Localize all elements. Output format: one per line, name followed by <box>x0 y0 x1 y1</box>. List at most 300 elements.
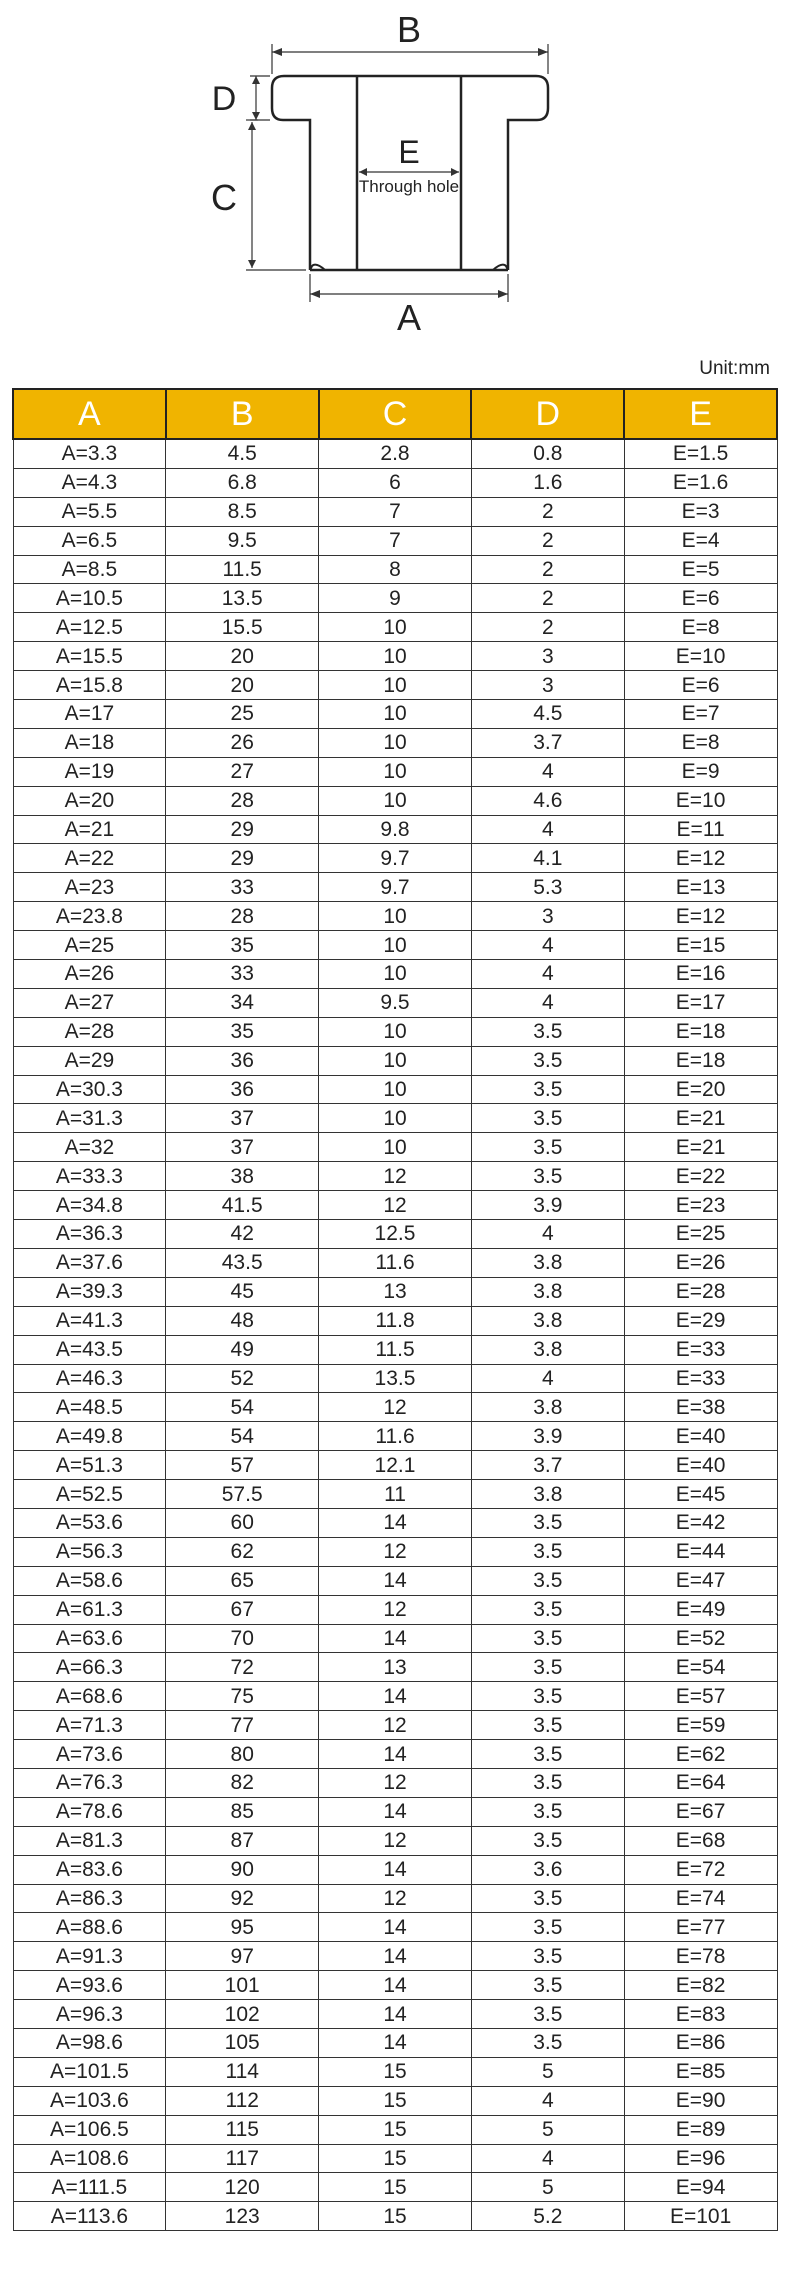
cell-b: 54 <box>166 1422 319 1451</box>
cell-d: 3 <box>471 642 624 671</box>
cell-c: 10 <box>319 613 472 642</box>
table-row <box>13 613 777 642</box>
bushing-outline <box>272 76 548 270</box>
table-row <box>13 497 777 526</box>
cell-b: 114 <box>166 2057 319 2086</box>
table-row <box>13 1508 777 1537</box>
cell-d: 5.3 <box>471 873 624 902</box>
cell-c: 10 <box>319 1133 472 1162</box>
table-row <box>13 1480 777 1509</box>
cell-d: 3.5 <box>471 1653 624 1682</box>
cell-a: A=103.6 <box>13 2086 166 2115</box>
cell-b: 4.5 <box>166 439 319 468</box>
table-row <box>13 1451 777 1480</box>
cell-a: A=15.5 <box>13 642 166 671</box>
cell-c: 15 <box>319 2086 472 2115</box>
cell-e: E=101 <box>624 2202 777 2231</box>
table-row <box>13 1942 777 1971</box>
cell-b: 13.5 <box>166 584 319 613</box>
cell-d: 4 <box>471 1364 624 1393</box>
cell-d: 4 <box>471 815 624 844</box>
cell-e: E=6 <box>624 671 777 700</box>
cell-e: E=40 <box>624 1422 777 1451</box>
cell-b: 27 <box>166 757 319 786</box>
cell-e: E=33 <box>624 1364 777 1393</box>
table-row <box>13 728 777 757</box>
cell-d: 5 <box>471 2115 624 2144</box>
table-row <box>13 1826 777 1855</box>
cell-d: 4 <box>471 2144 624 2173</box>
cell-b: 72 <box>166 1653 319 1682</box>
cell-d: 3.8 <box>471 1480 624 1509</box>
cell-a: A=6.5 <box>13 526 166 555</box>
cell-e: E=21 <box>624 1133 777 1162</box>
cell-b: 115 <box>166 2115 319 2144</box>
cell-c: 10 <box>319 1104 472 1133</box>
cell-b: 82 <box>166 1768 319 1797</box>
cell-b: 62 <box>166 1537 319 1566</box>
table-row <box>13 1595 777 1624</box>
unit-label: Unit:mm <box>699 358 770 379</box>
cell-e: E=6 <box>624 584 777 613</box>
cell-c: 10 <box>319 1046 472 1075</box>
table-row <box>13 815 777 844</box>
cell-b: 42 <box>166 1220 319 1249</box>
cell-d: 4 <box>471 2086 624 2115</box>
cell-a: A=91.3 <box>13 1942 166 1971</box>
cell-b: 11.5 <box>166 555 319 584</box>
cell-d: 0.8 <box>471 439 624 468</box>
cell-c: 13 <box>319 1653 472 1682</box>
cell-e: E=42 <box>624 1508 777 1537</box>
table-row <box>13 1133 777 1162</box>
cell-d: 3.9 <box>471 1422 624 1451</box>
cell-e: E=57 <box>624 1682 777 1711</box>
cell-b: 28 <box>166 902 319 931</box>
cell-d: 3.9 <box>471 1191 624 1220</box>
cell-c: 10 <box>319 902 472 931</box>
label-e: E <box>398 134 420 170</box>
cell-a: A=5.5 <box>13 497 166 526</box>
cell-e: E=68 <box>624 1826 777 1855</box>
cell-a: A=78.6 <box>13 1797 166 1826</box>
cell-b: 77 <box>166 1711 319 1740</box>
cell-d: 5.2 <box>471 2202 624 2231</box>
cell-c: 10 <box>319 931 472 960</box>
cell-c: 2.8 <box>319 439 472 468</box>
cell-e: E=85 <box>624 2057 777 2086</box>
cell-d: 3.5 <box>471 1017 624 1046</box>
cell-a: A=39.3 <box>13 1277 166 1306</box>
cell-b: 102 <box>166 2000 319 2029</box>
cell-b: 57.5 <box>166 1480 319 1509</box>
table-row <box>13 1913 777 1942</box>
cell-c: 14 <box>319 1508 472 1537</box>
cell-c: 7 <box>319 497 472 526</box>
cell-d: 3.5 <box>471 1797 624 1826</box>
table-row <box>13 584 777 613</box>
cell-d: 3.8 <box>471 1335 624 1364</box>
table-row <box>13 1046 777 1075</box>
cell-e: E=47 <box>624 1566 777 1595</box>
cell-b: 123 <box>166 2202 319 2231</box>
cell-a: A=28 <box>13 1017 166 1046</box>
cell-d: 3.5 <box>471 1740 624 1769</box>
table-row <box>13 642 777 671</box>
cell-a: A=52.5 <box>13 1480 166 1509</box>
cell-d: 3.5 <box>471 1971 624 2000</box>
cell-c: 11.6 <box>319 1422 472 1451</box>
cell-c: 14 <box>319 1566 472 1595</box>
cell-d: 2 <box>471 584 624 613</box>
table-row <box>13 1971 777 2000</box>
cell-b: 37 <box>166 1133 319 1162</box>
cell-a: A=29 <box>13 1046 166 1075</box>
cell-d: 3.6 <box>471 1855 624 1884</box>
cell-a: A=83.6 <box>13 1855 166 1884</box>
cell-a: A=31.3 <box>13 1104 166 1133</box>
cell-a: A=98.6 <box>13 2028 166 2057</box>
table-row <box>13 1335 777 1364</box>
cell-a: A=58.6 <box>13 1566 166 1595</box>
table-row <box>13 555 777 584</box>
cell-d: 4 <box>471 988 624 1017</box>
cell-e: E=94 <box>624 2173 777 2202</box>
cell-b: 8.5 <box>166 497 319 526</box>
cell-b: 85 <box>166 1797 319 1826</box>
cell-e: E=28 <box>624 1277 777 1306</box>
table-row <box>13 1017 777 1046</box>
cell-d: 3.5 <box>471 1537 624 1566</box>
cell-b: 57 <box>166 1451 319 1480</box>
cell-b: 45 <box>166 1277 319 1306</box>
cell-e: E=7 <box>624 700 777 729</box>
cell-d: 3.5 <box>471 1133 624 1162</box>
cell-d: 3.7 <box>471 1451 624 1480</box>
cell-d: 3.5 <box>471 1595 624 1624</box>
cell-d: 3.8 <box>471 1306 624 1335</box>
cell-b: 52 <box>166 1364 319 1393</box>
cell-b: 97 <box>166 1942 319 1971</box>
cell-d: 3.5 <box>471 1508 624 1537</box>
cell-b: 35 <box>166 931 319 960</box>
cell-a: A=10.5 <box>13 584 166 613</box>
cell-e: E=12 <box>624 902 777 931</box>
cell-b: 75 <box>166 1682 319 1711</box>
cell-e: E=20 <box>624 1075 777 1104</box>
cell-c: 14 <box>319 1942 472 1971</box>
cell-b: 37 <box>166 1104 319 1133</box>
cell-d: 3.8 <box>471 1248 624 1277</box>
cell-c: 9 <box>319 584 472 613</box>
cell-c: 15 <box>319 2173 472 2202</box>
cell-b: 35 <box>166 1017 319 1046</box>
cell-a: A=4.3 <box>13 468 166 497</box>
label-d: D <box>211 80 237 118</box>
cell-b: 34 <box>166 988 319 1017</box>
table-row <box>13 1884 777 1913</box>
label-c: C <box>211 177 237 218</box>
cell-d: 4 <box>471 931 624 960</box>
cell-a: A=56.3 <box>13 1537 166 1566</box>
cell-c: 11.5 <box>319 1335 472 1364</box>
cell-b: 6.8 <box>166 468 319 497</box>
cell-e: E=44 <box>624 1537 777 1566</box>
cell-c: 15 <box>319 2115 472 2144</box>
cell-b: 87 <box>166 1826 319 1855</box>
cell-e: E=5 <box>624 555 777 584</box>
cell-e: E=29 <box>624 1306 777 1335</box>
cell-d: 3.5 <box>471 2028 624 2057</box>
cell-e: E=4 <box>624 526 777 555</box>
table-row <box>13 671 777 700</box>
cell-c: 11.6 <box>319 1248 472 1277</box>
cell-d: 2 <box>471 555 624 584</box>
table-row <box>13 1855 777 1884</box>
cell-a: A=53.6 <box>13 1508 166 1537</box>
cell-d: 3.8 <box>471 1277 624 1306</box>
cell-a: A=46.3 <box>13 1364 166 1393</box>
cell-d: 4 <box>471 1220 624 1249</box>
cell-b: 15.5 <box>166 613 319 642</box>
cell-a: A=71.3 <box>13 1711 166 1740</box>
table-row <box>13 1624 777 1653</box>
cell-c: 10 <box>319 1017 472 1046</box>
label-a: A <box>396 297 422 338</box>
table-row <box>13 2173 777 2202</box>
cell-a: A=23.8 <box>13 902 166 931</box>
cell-a: A=93.6 <box>13 1971 166 2000</box>
cell-e: E=11 <box>624 815 777 844</box>
cell-e: E=86 <box>624 2028 777 2057</box>
cell-e: E=22 <box>624 1162 777 1191</box>
cell-d: 3.5 <box>471 1826 624 1855</box>
table-row <box>13 757 777 786</box>
cell-a: A=30.3 <box>13 1075 166 1104</box>
table-row <box>13 1364 777 1393</box>
cell-d: 2 <box>471 526 624 555</box>
cell-c: 11.8 <box>319 1306 472 1335</box>
cell-b: 49 <box>166 1335 319 1364</box>
cell-c: 14 <box>319 1682 472 1711</box>
cell-e: E=3 <box>624 497 777 526</box>
cell-a: A=96.3 <box>13 2000 166 2029</box>
cell-b: 54 <box>166 1393 319 1422</box>
cell-b: 101 <box>166 1971 319 2000</box>
cell-a: A=21 <box>13 815 166 844</box>
cell-e: E=74 <box>624 1884 777 1913</box>
cell-c: 10 <box>319 728 472 757</box>
cell-e: E=15 <box>624 931 777 960</box>
bushing-dimension-diagram <box>0 0 790 360</box>
cell-d: 5 <box>471 2057 624 2086</box>
cell-c: 10 <box>319 700 472 729</box>
cell-b: 90 <box>166 1855 319 1884</box>
cell-c: 14 <box>319 1913 472 1942</box>
cell-e: E=72 <box>624 1855 777 1884</box>
cell-e: E=67 <box>624 1797 777 1826</box>
cell-a: A=15.8 <box>13 671 166 700</box>
cell-a: A=25 <box>13 931 166 960</box>
cell-a: A=34.8 <box>13 1191 166 1220</box>
cell-c: 12 <box>319 1393 472 1422</box>
cell-e: E=89 <box>624 2115 777 2144</box>
cell-d: 4.5 <box>471 700 624 729</box>
cell-e: E=9 <box>624 757 777 786</box>
cell-c: 12 <box>319 1537 472 1566</box>
cell-d: 3.5 <box>471 1913 624 1942</box>
table-row <box>13 988 777 1017</box>
table-row <box>13 786 777 815</box>
cell-d: 1.6 <box>471 468 624 497</box>
cell-b: 105 <box>166 2028 319 2057</box>
table-row <box>13 1104 777 1133</box>
label-through-hole: Through hole <box>358 177 460 196</box>
cell-d: 3.5 <box>471 1624 624 1653</box>
cell-a: A=106.5 <box>13 2115 166 2144</box>
cell-a: A=113.6 <box>13 2202 166 2231</box>
cell-c: 9.7 <box>319 873 472 902</box>
cell-c: 10 <box>319 960 472 989</box>
cell-a: A=22 <box>13 844 166 873</box>
header-e: E <box>624 389 777 439</box>
cell-d: 3 <box>471 671 624 700</box>
table-row <box>13 2115 777 2144</box>
cell-b: 80 <box>166 1740 319 1769</box>
cell-a: A=23 <box>13 873 166 902</box>
cell-b: 29 <box>166 815 319 844</box>
table-row <box>13 1653 777 1682</box>
cell-e: E=8 <box>624 728 777 757</box>
label-b: B <box>396 9 422 50</box>
cell-d: 3 <box>471 902 624 931</box>
cell-a: A=61.3 <box>13 1595 166 1624</box>
table-row <box>13 1797 777 1826</box>
table-row <box>13 2202 777 2231</box>
cell-b: 29 <box>166 844 319 873</box>
cell-a: A=88.6 <box>13 1913 166 1942</box>
table-row <box>13 1248 777 1277</box>
cell-e: E=17 <box>624 988 777 1017</box>
cell-c: 10 <box>319 786 472 815</box>
cell-e: E=77 <box>624 1913 777 1942</box>
cell-c: 14 <box>319 2000 472 2029</box>
cell-c: 9.8 <box>319 815 472 844</box>
table-body <box>13 439 777 2231</box>
cell-c: 14 <box>319 1971 472 2000</box>
cell-b: 117 <box>166 2144 319 2173</box>
cell-e: E=83 <box>624 2000 777 2029</box>
cell-b: 43.5 <box>166 1248 319 1277</box>
table-row <box>13 1162 777 1191</box>
cell-e: E=90 <box>624 2086 777 2115</box>
table-row <box>13 2028 777 2057</box>
cell-c: 12 <box>319 1595 472 1624</box>
cell-c: 12.5 <box>319 1220 472 1249</box>
cell-e: E=10 <box>624 786 777 815</box>
cell-e: E=62 <box>624 1740 777 1769</box>
cell-c: 15 <box>319 2202 472 2231</box>
cell-b: 9.5 <box>166 526 319 555</box>
cell-c: 12 <box>319 1768 472 1797</box>
cell-d: 3.5 <box>471 1046 624 1075</box>
table-row <box>13 526 777 555</box>
cell-b: 92 <box>166 1884 319 1913</box>
cell-d: 4 <box>471 960 624 989</box>
cell-a: A=48.5 <box>13 1393 166 1422</box>
cell-a: A=3.3 <box>13 439 166 468</box>
cell-e: E=49 <box>624 1595 777 1624</box>
cell-d: 3.5 <box>471 1884 624 1913</box>
cell-e: E=40 <box>624 1451 777 1480</box>
cell-e: E=12 <box>624 844 777 873</box>
cell-a: A=49.8 <box>13 1422 166 1451</box>
cell-d: 4.6 <box>471 786 624 815</box>
cell-d: 3.5 <box>471 1162 624 1191</box>
cell-a: A=68.6 <box>13 1682 166 1711</box>
table-row <box>13 1075 777 1104</box>
cell-d: 3.8 <box>471 1393 624 1422</box>
cell-b: 33 <box>166 873 319 902</box>
cell-e: E=1.5 <box>624 439 777 468</box>
cell-b: 60 <box>166 1508 319 1537</box>
cell-c: 12 <box>319 1191 472 1220</box>
cell-c: 8 <box>319 555 472 584</box>
cell-b: 20 <box>166 671 319 700</box>
cell-e: E=18 <box>624 1046 777 1075</box>
cell-e: E=26 <box>624 1248 777 1277</box>
cell-b: 70 <box>166 1624 319 1653</box>
cell-d: 3.7 <box>471 728 624 757</box>
cell-a: A=19 <box>13 757 166 786</box>
cell-d: 5 <box>471 2173 624 2202</box>
cell-c: 12.1 <box>319 1451 472 1480</box>
cell-c: 14 <box>319 1855 472 1884</box>
table-row <box>13 873 777 902</box>
cell-a: A=32 <box>13 1133 166 1162</box>
cell-c: 14 <box>319 1624 472 1653</box>
cell-b: 33 <box>166 960 319 989</box>
cell-b: 120 <box>166 2173 319 2202</box>
cell-a: A=101.5 <box>13 2057 166 2086</box>
header-a: A <box>13 389 166 439</box>
cell-c: 14 <box>319 1740 472 1769</box>
cell-d: 3.5 <box>471 1566 624 1595</box>
cell-a: A=36.3 <box>13 1220 166 1249</box>
header-c: C <box>319 389 472 439</box>
cell-e: E=45 <box>624 1480 777 1509</box>
cell-a: A=86.3 <box>13 1884 166 1913</box>
cell-a: A=111.5 <box>13 2173 166 2202</box>
cell-c: 15 <box>319 2057 472 2086</box>
table-row <box>13 1393 777 1422</box>
cell-a: A=66.3 <box>13 1653 166 1682</box>
table-row <box>13 2086 777 2115</box>
dimension-table <box>12 388 778 2231</box>
cell-c: 10 <box>319 1075 472 1104</box>
table-row <box>13 2057 777 2086</box>
cell-d: 3.5 <box>471 1942 624 1971</box>
table-row <box>13 2000 777 2029</box>
cell-d: 3.5 <box>471 1075 624 1104</box>
cell-c: 6 <box>319 468 472 497</box>
table-row <box>13 1740 777 1769</box>
cell-d: 3.5 <box>471 1104 624 1133</box>
table-row <box>13 1306 777 1335</box>
cell-a: A=27 <box>13 988 166 1017</box>
table-row <box>13 1422 777 1451</box>
cell-c: 12 <box>319 1884 472 1913</box>
